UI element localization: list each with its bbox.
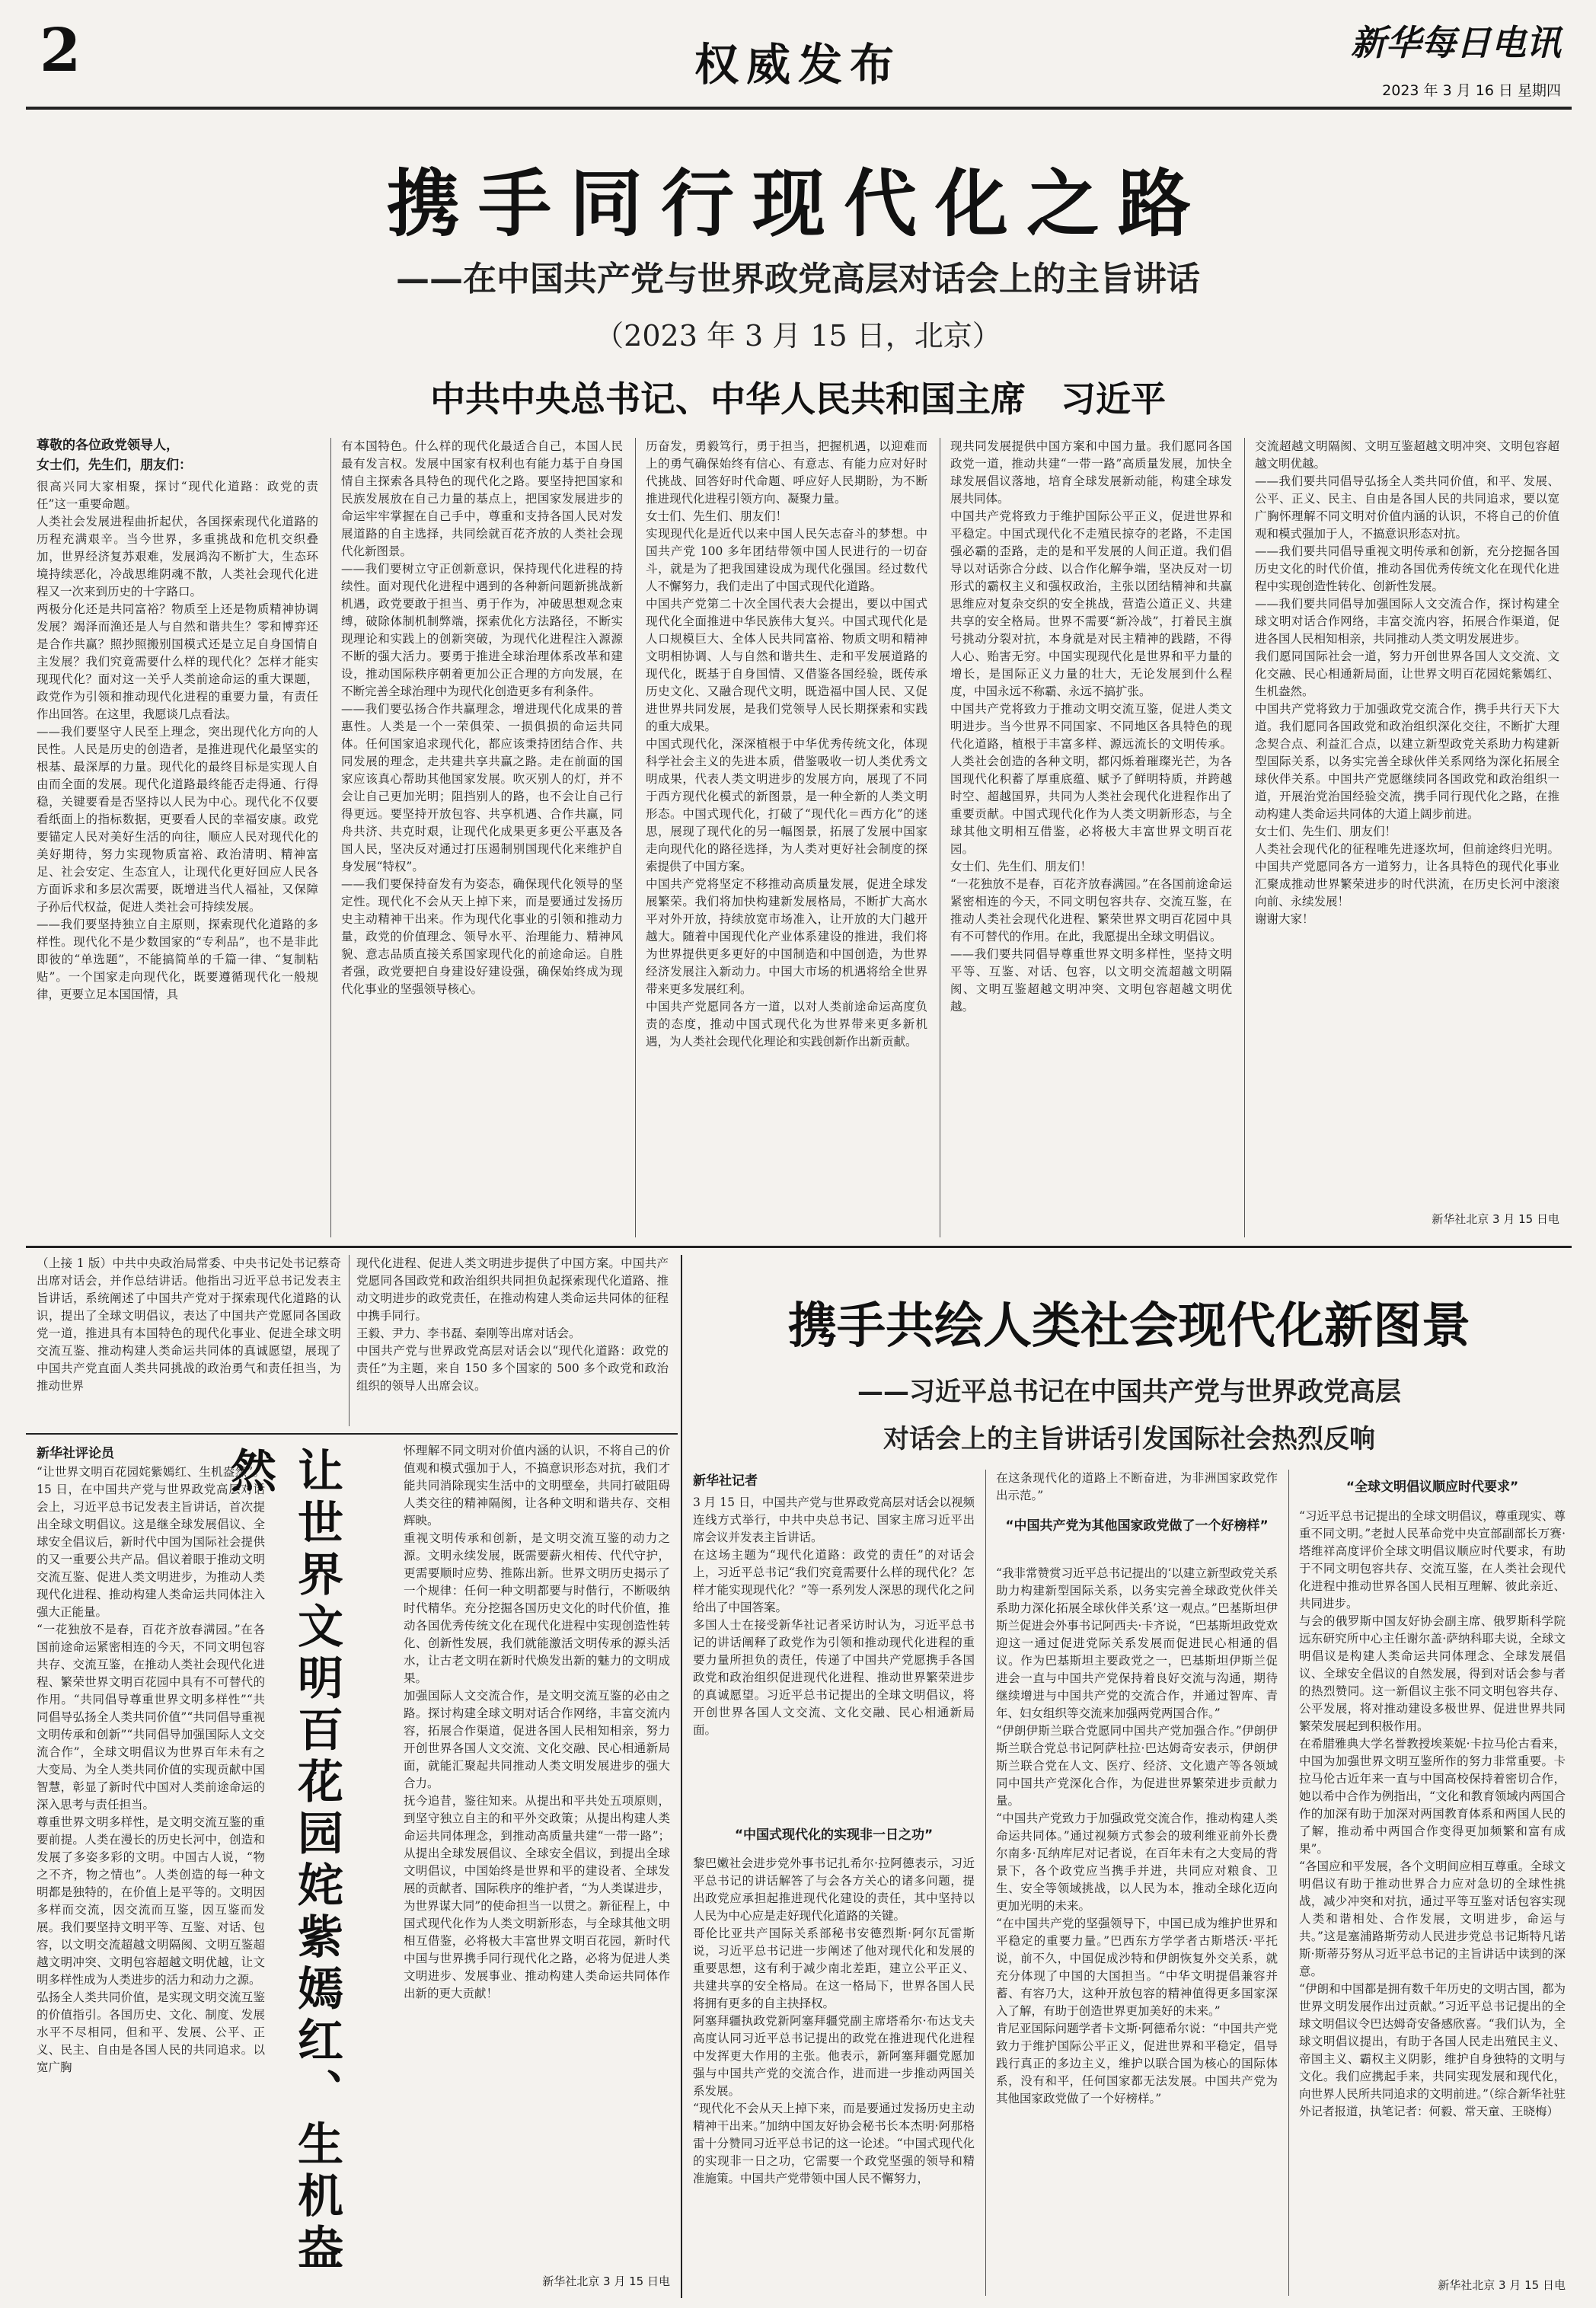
section-divider — [681, 1255, 682, 2298]
reaction-subtitle-line-1: ——习近平总书记在中国共产党与世界政党高层 — [857, 1377, 1401, 1407]
speech-signature: 新华社北京 3 月 15 日电 — [1432, 1212, 1559, 1226]
section-title: 权威发布 — [694, 39, 902, 91]
section-rule — [26, 1246, 1572, 1248]
reaction-author: 新华社记者 — [693, 1473, 758, 1489]
reaction-subtitle-line-2: 对话会上的主旨讲话引发国际社会热烈反响 — [883, 1424, 1375, 1454]
issue-date: 2023 年 3 月 16 日 星期四 — [1382, 82, 1561, 99]
speech-column-4: 现共同发展提供中国方案和中国力量。我们愿同各国政党一道，推动共建“一带一路”高质量发展，加快全球发展倡议落地，培育全球发展新动能，构建全球发展共同体。 中国共产党将致力于维护国际公平正义，促进世界和平稳定。中国式现代化不走殖民掠夺的老路，不走国强必霸的歪路，走的是和平发展的人间正道。我们倡导以对话弥合分歧、以合作化解争端，坚决反对一切形式的霸权主义和强权政治，主张以团结精神和共赢思维应对复杂交织的安全挑战，营造公道正义、共建共享的安全格局。世界不需要“新冷战”，打着民主旗号挑动分裂对抗，本身就是对民主精神的践踏，不得人心、贻害无穷。中国实现现代化是世界和平力量的增长，是国际正义力量的壮大，无论发展到什么程度，中国永远不称霸、永远不搞扩张。 中国共产党将致力于推动文明交流互鉴，促进人类文明进步。当今世界不同国家、不同地区各具特色的现代化道路，植根于丰富多样、源远流长的文明传承。人类社会创造的各种文明，都闪烁着璀璨光芒，为各国现代化积蓄了厚重底蕴、赋予了鲜明特质，并跨越时空、超越国界，共同为人类社会现代化进程作出了重要贡献。中国式现代化作为人类文明新形态，与全球其他文明相互借鉴，必将极大丰富世界文明百花园。 女士们、先生们、朋友们！ “一花独放不是春，百花齐放春满园。”在各国前途命运紧密相连的今天，不同文明包容共存、交流互鉴，在推动人类社会现代化进程、繁荣世界文明百花园中具有不可替代的作用。在此，我愿提出全球文明倡议。 ——我们要共同倡导尊重世界文明多样性，坚持文明平等、互鉴、对话、包容，以文明交流超越文明隔阂、文明互鉴超越文明冲突、文明包容超越文明优越。 — [950, 439, 1232, 1014]
summary-column-1: （上接 1 版）中共中央政治局常委、中央书记处书记蔡奇出席对话会，并作总结讲话。他指出习近平总书记发表主旨讲话，系统阐述了中国共产党对于探索现代化道路的认识，提出了全球文明倡议，表达了中国共产党愿同各国政党一道，推进具有本国特色的现代化事业、促进全球文明交流互鉴、推动构建人类命运共同体的真诚愿望，展现了中国共产党直面人类共同挑战的政治勇气和责任担当，为推动世界 — [37, 1256, 341, 1393]
reaction-column-1a: 3 月 15 日，中国共产党与世界政党高层对话会以视频连线方式举行，中共中央总书记、国家主席习近平出席会议并发表主旨讲话。 在这场主题为“现代化道路：政党的责任”的对话会上，习近平总书记“我们究竟需要什么样的现代化？怎样才能实现现代化？”等一系列发人深思的现代化之问给出了中国答案。 多国人士在接受新华社记者采访时认为，习近平总书记的讲话阐释了政党作为引领和推动现代化进程的重要力量所担负的责任，传递了中国共产党愿携手各国政党和政治组织促进现代化进程、推动世界繁荣进步的真诚愿望。习近平总书记提出的全球文明倡议，将开创世界各国人文交流、文化交融、民心相通新局面。 — [693, 1496, 975, 1737]
reaction-column-2a: 在这条现代化的道路上不断奋进，为非洲国家政党作出示范。” — [996, 1471, 1278, 1502]
speech-dateline: （2023 年 3 月 15 日，北京） — [595, 319, 1001, 353]
header-rule — [26, 107, 1572, 110]
summary-column-2: 现代化进程、促进人类文明进步提供了中国方案。中国共产党愿同各国政党和政治组织共同担负起探索现代化道路、推动文明进步的政党责任，在推动构建人类命运共同体的征程中携手同行。 王毅、尹力、李书磊、秦刚等出席对话会。 中国共产党与世界政党高层对话会以“现代化道路：政党的责任”为主题，来自 150 多个国家的 500 多个政党和政治组织的领导人出席会议。 — [356, 1256, 669, 1393]
speech-subtitle: ——在中国共产党与世界政党高层对话会上的主旨讲话 — [396, 260, 1200, 298]
column-divider — [349, 1255, 350, 1426]
reaction-subhead-2: “中国共产党为其他国家政党做了一个好榜样” — [1005, 1518, 1269, 1534]
column-divider — [1244, 438, 1245, 1237]
section-rule — [26, 1433, 678, 1435]
speech-column-5: 交流超越文明隔阂、文明互鉴超越文明冲突、文明包容超越文明优越。 ——我们要共同倡导弘扬全人类共同价值，和平、发展、公平、正义、民主、自由是各国人民的共同追求，要以宽广胸怀理解不同文明对价值内涵的认识，不将自己的价值观和模式强加于人，不搞意识形态对抗。 ——我们要共同倡导重视文明传承和创新，充分挖掘各国历史文化的时代价值，推动各国优秀传统文化在现代化进程中实现创造性转化、创新性发展。 ——我们要共同倡导加强国际人文交流合作，探讨构建全球文明对话合作网络，丰富交流内容，拓展合作渠道，促进各国人民相知相亲，共同推动人类文明发展进步。 我们愿同国际社会一道，努力开创世界各国人文交流、文化交融、民心相通新局面，让世界文明百花园姹紫嫣红、生机盎然。 中国共产党将致力于加强政党交流合作，携手共行天下大道。我们愿同各国政党和政治组织深化交往，不断扩大理念契合点、利益汇合点，以建立新型政党关系助力构建新型国际关系，以务实完善全球伙伴关系网络为深化拓展全球伙伴关系。中国共产党愿继续同各国政党和政治组织一道，开展治党治国经验交流，携手同行现代化之路，在推动构建人类命运共同体的大道上阔步前进。 女士们、先生们、朋友们！ 人类社会现代化的征程唯先进逐坎坷，但前途终归光明。中国共产党愿同各方一道努力，让各具特色的现代化事业汇聚成推动世界繁荣进步的时代洪流，在历史长河中滚滚向前、永续发展！ 谢谢大家！ — [1255, 439, 1559, 926]
commentary-author: 新华社评论员 — [37, 1446, 114, 1461]
commentary-signature: 新华社北京 3 月 15 日电 — [542, 2274, 670, 2288]
page-number: 2 — [40, 16, 81, 85]
speech-speaker: 中共中央总书记、中华人民共和国主席 习近平 — [430, 378, 1166, 420]
commentary-headline: 让世界文明百花园姹紫嫣红、生机盎然 — [223, 1447, 343, 2275]
speech-column-2: 有本国特色。什么样的现代化最适合自己，本国人民最有发言权。发展中国家有权利也有能力基于自身国情自主探索各具特色的现代化之路。要坚持把国家和民族发展放在自己力量的基点上，把国家发展进步的命运牢牢掌握在自己手中，尊重和支持各国人民对发展道路的自主选择，共同绘就百花齐放的人类社会现代化新图景。 ——我们要树立守正创新意识，保持现代化进程的持续性。面对现代化进程中遇到的各种新问题新挑战新机遇，政党要敢于担当、勇于作为，冲破思想观念束缚，破除体制机制弊端，探索优化方法路径，不断实现理论和实践上的创新突破，为现代化进程注入源源不断的强大活力。要勇于推进全球治理体系改革和建设，推动国际秩序朝着更加公正合理的方向发展，在不断完善全球治理中为现代化创造更多有利条件。 ——我们要弘扬合作共赢理念，增进现代化成果的普惠性。人类是一个一荣俱荣、一损俱损的命运共同体。任何国家追求现代化，都应该秉持团结合作、共同发展的理念，走共建共享共赢之路。走在前面的国家应该真心帮助其他国家发展。吹灭别人的灯，并不会让自己更加光明；阻挡别人的路，也不会让自己行得更远。要坚持开放包容、共享机遇、合作共赢，同舟共济、共克时艰，让现代化成果更多更公平惠及各国人民，坚决反对通过打压遏制别国现代化来维护自身发展“特权”。 ——我们要保持奋发有为姿态，确保现代化领导的坚定性。现代化不会从天上掉下来，而是要通过发扬历史主动精神干出来。作为现代化事业的引领和推动力量，政党的价值理念、领导水平、治理能力、精神风貌、意志品质直接关系国家现代化的前途命运。自胜者强，政党要把自身建设好建设强，确保始终成为现代化事业的坚强领导核心。 — [341, 439, 623, 996]
commentary-column-2: 怀理解不同文明对价值内涵的认识，不将自己的价值观和模式强加于人，不搞意识形态对抗，我们才能共同消除现实生活中的文明壁垒，共同打破阻碍人类交往的精神隔阂，让各种文明和谐共存、交相辉映。 重视文明传承和创新，是文明交流互鉴的动力之源。文明永续发展，既需要薪火相传、代代守护，更需要顺时应势、推陈出新。世界文明历史揭示了一个规律：任何一种文明都要与时偕行，不断吸纳时代精华。充分挖掘各国历史文化的时代价值，推动各国优秀传统文化在现代化进程中实现创造性转化、创新性发展，我们就能激活文明传承的源头活水，让古老文明在新时代焕发出新的魅力的文明成果。 加强国际人文交流合作，是文明交流互鉴的必由之路。探讨构建全球文明对话合作网络，丰富交流内容，拓展合作渠道，促进各国人民相知相亲，努力开创世界各国人文交流、文化交融、民心相通新局面，就能汇聚起共同推动人类文明发展进步的强大合力。 抚今追昔，鉴往知来。从提出和平共处五项原则，到坚守独立自主的和平外交政策；从提出构建人类命运共同体理念，到推动高质量共建“一带一路”；从提出全球发展倡议、全球安全倡议，到提出全球文明倡议，中国始终是世界和平的建设者、全球发展的贡献者、国际秩序的维护者，“为人类谋进步，为世界谋大同”的使命担当一以贯之。新征程上，中国式现代化作为人类文明新形态，与全球其他文明相互借鉴，必将极大丰富世界文明百花园，新时代中国与世界携手同行现代化之路，必将为促进人类文明进步、发展事业、推动构建人类命运共同体作出新的更大贡献！ — [404, 1444, 670, 2000]
reaction-column-1b: 黎巴嫩社会进步党外事书记扎希尔·拉阿德表示，习近平总书记的讲话解答了与会各方关心的诸多问题，提出政党应承担起推进现代化建设的责任，其中坚持以人民为中心应是走好现代化道路的关键。 哥伦比亚共产国际关系部秘书安德烈斯·阿尔瓦雷斯说，习近平总书记进一步阐述了他对现代化和发展的重要思想，这有利于减少南北差距，建立公平正义、共建共享的安全格局。在这一格局下，世界各国人民将拥有更多的自主抉择权。 阿塞拜疆执政党新阿塞拜疆党副主席塔希尔·布达戈夫高度认同习近平总书记提出的政党在推进现代化进程中发挥更大作用的主张。他表示，新阿塞拜疆党愿加强与中国共产党的交流合作，进而进一步推动两国关系发展。 “现代化不会从天上掉下来，而是要通过发扬历史主动精神干出来。”加纳中国友好协会秘书长本杰明·阿那格雷十分赞同习近平总书记的这一论述。“中国式现代化的实现非一日之功，它需要一个政党坚强的领导和精准施策。中国共产党带领中国人民不懈努力， — [693, 1856, 975, 2185]
reaction-signature: 新华社北京 3 月 15 日电 — [1438, 2278, 1566, 2292]
reaction-column-3: “习近平总书记提出的全球文明倡议，尊重现实、尊重不同文明。”老挝人民革命党中央宣部副部长万赛·塔维祥高度评价全球文明倡议顺应时代要求，有助于不同文明包容共存、交流互鉴，在人类社会现代化进程中推动世界各国人民相互理解、彼此亲近、共同进步。 与会的俄罗斯中国友好协会副主席、俄罗斯科学院远东研究所中心主任谢尔盖·萨纳科耶夫说，全球文明倡议是构建人类命运共同体理念、全球发展倡议、全球安全倡议的自然发展，得到对话会参与者的热烈赞同。这一新倡议主张不同文明包容共存、公平发展，将对推动建设多极世界、促进世界共同繁荣发展起到积极作用。 在希腊雅典大学名誉教授埃莱妮·卡拉马伦古看来，中国为加强世界文明互鉴所作的努力非常重要。卡拉马伦古近年来一直与中国高校保持着密切合作，她以希中合作为例指出，“文化和教育领域内两国合作的加深有助于加深对两国教育体系和两国人民的了解，推动希中两国合作变得更加频繁和富有成果”。 “各国应和平发展，各个文明间应相互尊重。全球文明倡议有助于推动世界合力应对急切的全球性挑战，减少冲突和对抗，通过平等互鉴对话包容实现人类和谐相处、合作发展，文明进步，命运与共。”这是塞浦路斯劳动人民进步党总书记斯特凡诺斯·斯蒂芬努从习近平总书记的主旨讲话中读到的深意。 “伊朗和中国都是拥有数千年历史的文明古国，都为世界文明发展作出过贡献。”习近平总书记提出的全球文明倡议令巴达姆奇安备感欣喜。“我们认为，全球文明倡议提出，有助于各国人民走出殖民主义、帝国主义、霸权主义阴影，维护自身独特的文明与文化。我们应携起手来，共同实现发展和现代化，向世界人民所共同追求的文明前进。”（综合新华社驻外记者报道，执笔记者：何毅、常天童、王晓梅） — [1299, 1509, 1566, 2118]
speech-column-1: 很高兴同大家相聚，探讨“现代化道路：政党的责任”这一重要命题。 人类社会发展进程曲折起伏，各国探索现代化道路的历程充满艰辛。当今世界，多重挑战和危机交织叠加，世界经济复苏艰难，发展鸿沟不断扩大，生态环境持续恶化，冷战思维阴魂不散，人类社会现代化进程又一次来到历史的十字路口。 两极分化还是共同富裕？物质至上还是物质精神协调发展？竭泽而渔还是人与自然和谐共生？零和博弈还是合作共赢？照抄照搬别国模式还是立足自身国情自主发展？我们究竟需要什么样的现代化？怎样才能实现现代化？面对这一关乎人类前途命运的重大课题，政党作为引领和推动现代化进程的重要力量，有责任作出回答。在这里，我愿谈几点看法。 ——我们要坚守人民至上理念，突出现代化方向的人民性。人民是历史的创造者，是推进现代化最坚实的根基、最深厚的力量。现代化的最终目标是实现人自由而全面的发展。现代化道路最终能否走得通、行得稳，关键要看是否坚持以人民为中心。现代化不仅要看纸面上的指标数据，更要看人民的幸福安康。政党要锚定人民对美好生活的向往，顺应人民对现代化的美好期待，努力实现物质富裕、政治清明、精神富足、社会安定、生态宜人，让现代化更好回应人民各方面诉求和多层次需要，既增进当代人福祉，又保障子孙后代权益，促进人类社会可持续发展。 ——我们要坚持独立自主原则，探索现代化道路的多样性。现代化不是少数国家的“专利品”，也不是非此即彼的“单选题”，不能搞简单的千篇一律、“复制粘贴”。一个国家走向现代化，既要遵循现代化一般规律，更要立足本国国情，具 — [37, 480, 318, 1001]
reaction-subhead-3: “全球文明倡议顺应时代要求” — [1345, 1480, 1519, 1495]
column-divider — [1288, 1470, 1289, 2296]
speech-title: 携手同行现代化之路 — [387, 161, 1209, 247]
column-divider — [635, 438, 636, 1237]
reaction-column-2b: “我非常赞赏习近平总书记提出的‘以建立新型政党关系助力构建新型国际关系，以务实完善全球政党伙伴关系助力深化拓展全球伙伴关系’这一观点。”巴基斯坦伊斯兰促进会外事书记阿西夫·卡齐说，“巴基斯坦政党欢迎这一通过促进党际关系发展而促进民心相通的倡议。作为巴基斯坦主要政党之一，巴基斯坦伊斯兰促进会一直与中国共产党保持着良好交流与沟通，期待继续增进与中国共产党的交流合作，并通过智库、青年、妇女组织等交流来加强两党两国合作。” “伊朗伊斯兰联合党愿同中国共产党加强合作。”伊朗伊斯兰联合党总书记阿萨杜拉·巴达姆奇安表示，伊朗伊斯兰联合党在人文、医疗、经济、文化遗产等各领域同中国共产党深化合作，为促进世界繁荣进步贡献力量。 “中国共产党致力于加强政党交流合作，推动构建人类命运共同体。”通过视频方式参会的玻利维亚前外长费尔南多·瓦纳库尼对记者说，在百年未有之大变局的背景下，各个政党应当携手并进，共同应对粮食、卫生、安全等领域挑战，以人民为本，推动全球化迈向更加光明的未来。 “在中国共产党的坚强领导下，中国已成为维护世界和平稳定的重要力量。”巴西东方学学者古斯塔沃·平托说，前不久，中国促成沙特和伊朗恢复外交关系，就充分体现了中国的大国担当。“中华文明提倡兼容并蓄、有容乃大，这种开放包容的精神值得更多国家深入了解，有助于创造世界更加美好的未来。” 肯尼亚国际问题学者卡文斯·阿德希尔说：“中国共产党致力于维护国际公平正义，促进世界和平稳定，倡导践行真正的多边主义，维护以联合国为核心的国际体系，没有和平，任何国家都无法发展。中国共产党为其他国家政党做了一个好榜样。” — [996, 1566, 1278, 2105]
commentary-column-1: “让世界文明百花园姹紫嫣红、生机盎然”。15 日，在中国共产党与世界政党高层对话会上，习近平总书记发表主旨讲话，首次提出全球文明倡议。这是继全球发展倡议、全球安全倡议后，新时代中国为国际社会提供的又一重要公共产品。倡议着眼于推动文明交流互鉴、促进人类文明进步，为推动人类现代化进程、推动构建人类命运共同体注入强大正能量。 “一花独放不是春，百花齐放春满园。”在各国前途命运紧密相连的今天，不同文明包容共存、交流互鉴，在推动人类社会现代化进程、繁荣世界文明百花园中具有不可替代的作用。“共同倡导尊重世界文明多样性”“共同倡导弘扬全人类共同价值”“共同倡导重视文明传承和创新”“共同倡导加强国际人文交流合作”，全球文明倡议为世界百年未有之大变局、为全人类共同价值的实现贡献中国智慧，彰显了新时代中国对人类前途命运的深入思考与责任担当。 尊重世界文明多样性，是文明交流互鉴的重要前提。人类在漫长的历史长河中，创造和发展了多姿多彩的文明。中国古人说，“物之不齐，物之情也”。人类创造的每一种文明都是独特的，在价值上是平等的。文明因多样而交流，因交流而互鉴，因互鉴而发展。我们要坚持文明平等、互鉴、对话、包容，以文明交流超越文明隔阂、文明互鉴超越文明冲突、文明包容超越文明优越，让文明多样性成为人类进步的活力和动力之源。 弘扬全人类共同价值，是实现文明交流互鉴的价值指引。各国历史、文化、制度、发展水平不尽相同，但和平、发展、公平、正义、民主、自由是各国人民的共同追求。以宽广胸 — [37, 1465, 265, 2074]
column-divider — [985, 1470, 986, 2296]
masthead-logo: 新华每日电讯 — [1351, 22, 1561, 63]
reaction-headline: 携手共绘人类社会现代化新图景 — [788, 1298, 1470, 1355]
speech-column-3: 历奋发，勇毅笃行，勇于担当，把握机遇，以迎难而上的勇气确保始终有信心、有意志、有能力应对好时代挑战、回答好时代命题、呼应好人民期盼，为不断推进现代化进程引领方向、凝聚力量。 女士们、先生们、朋友们！ 实现现代化是近代以来中国人民矢志奋斗的梦想。中国共产党 100 多年团结带领中国人民进行的一切奋斗，就是为了把我国建设成为现代化强国。经过数代人不懈努力，我们走出了中国式现代化道路。 中国共产党第二十次全国代表大会提出，要以中国式现代化全面推进中华民族伟大复兴。中国式现代化是人口规模巨大、全体人民共同富裕、物质文明和精神文明相协调、人与自然和谐共生、走和平发展道路的现代化，既基于自身国情、又借鉴各国经验，既传承历史文化、又融合现代文明，既造福中国人民、又促进世界共同发展，是我们党领导人民长期探索和实践的重大成果。 中国式现代化，深深植根于中华优秀传统文化，体现科学社会主义的先进本质，借鉴吸收一切人类优秀文明成果，代表人类文明进步的发展方向，展现了不同于西方现代化模式的新图景，是一种全新的人类文明形态。中国式现代化，打破了“现代化＝西方化”的迷思，展现了现代化的另一幅图景，拓展了发展中国家走向现代化的路径选择，为人类对更好社会制度的探索提供了中国方案。 中国共产党将坚定不移推动高质量发展，促进全球发展繁荣。我们将加快构建新发展格局，不断扩大高水平对外开放，持续放宽市场准入，让开放的大门越开越大。随着中国现代化产业体系建设的推进，我们将为世界提供更多更好的中国制造和中国创造，为世界经济发展注入新动力。中国大市场的机遇将给全世界带来更多发展红利。 中国共产党愿同各方一道，以对人类前途命运高度负责的态度，推动中国式现代化为世界带来更多新机遇，为人类社会现代化理论和实践创新作出新贡献。 — [646, 439, 927, 1049]
speech-salute: 尊敬的各位政党领导人， 女士们，先生们，朋友们： — [37, 438, 192, 473]
reaction-subhead-1: “中国式现代化的实现非一日之功” — [734, 1828, 934, 1843]
column-divider — [330, 438, 331, 1237]
